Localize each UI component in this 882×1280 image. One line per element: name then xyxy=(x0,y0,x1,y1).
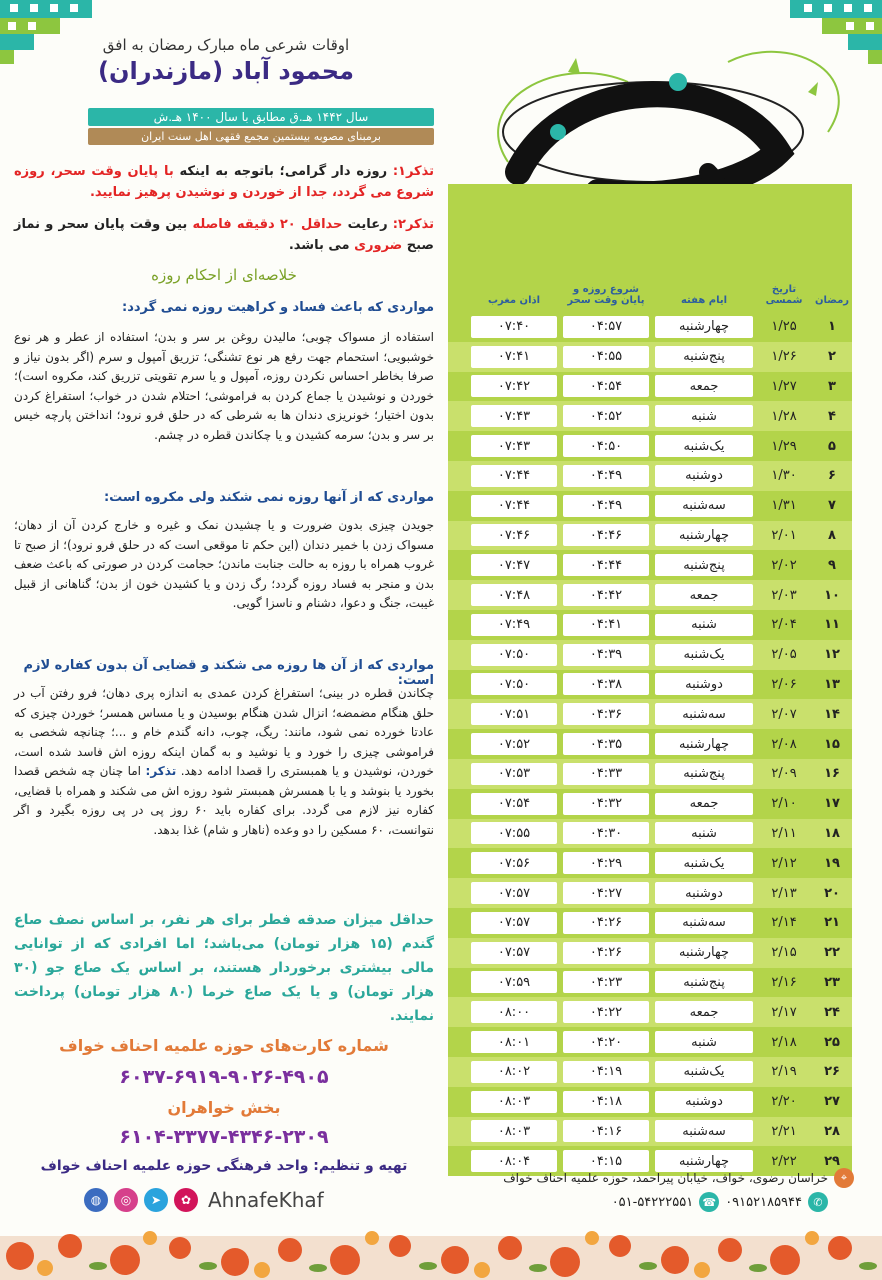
maghrib-time: ۰۷:۴۲ xyxy=(471,375,557,397)
maghrib-time: ۰۸:۰۱ xyxy=(471,1031,557,1053)
ramadan-day: ۴ xyxy=(828,408,836,424)
ramadan-day: ۲۶ xyxy=(824,1064,840,1080)
maghrib-time: ۰۷:۵۲ xyxy=(471,733,557,755)
weekday: چهارشنبه xyxy=(655,316,753,338)
weekday: پنج‌شنبه xyxy=(655,346,753,368)
section-3-title: مواردی که از آن ها روزه می شکند و قضایی آن بدون کفاره لازم است: xyxy=(23,658,434,688)
maghrib-time: ۰۷:۴۳ xyxy=(471,435,557,457)
sahar-time: ۰۴:۲۶ xyxy=(563,912,649,934)
basis-band: برمبنای مصوبه بیستمین مجمع فقهی اهل سنت ایران xyxy=(88,128,434,145)
social-bar xyxy=(84,1184,324,1216)
table-row xyxy=(448,342,852,372)
ramadan-day: ۲۵ xyxy=(824,1034,840,1050)
table-row xyxy=(448,491,852,521)
sahar-time: ۰۴:۲۰ xyxy=(563,1031,649,1053)
weekday: دوشنبه xyxy=(655,673,753,695)
solar-date: ۲/۲۲ xyxy=(771,1153,797,1169)
maghrib-time: ۰۷:۵۴ xyxy=(471,793,557,815)
weekday: جمعه xyxy=(655,375,753,397)
logo-text: رمضان xyxy=(657,144,661,145)
maghrib-time: ۰۸:۰۰ xyxy=(471,1001,557,1023)
header-maghrib: اذان مغرب xyxy=(487,295,541,306)
sahar-time: ۰۴:۴۱ xyxy=(563,614,649,636)
solar-date: ۲/۰۴ xyxy=(771,617,797,633)
solar-date: ۱/۲۵ xyxy=(771,319,797,335)
weekday: یک‌شنبه xyxy=(655,852,753,874)
solar-date: ۲/۲۱ xyxy=(771,1123,797,1139)
solar-date: ۲/۱۴ xyxy=(771,915,797,931)
weekday: جمعه xyxy=(655,793,753,815)
maghrib-time: ۰۷:۴۸ xyxy=(471,584,557,606)
table-row xyxy=(448,729,852,759)
year-band: سال ۱۴۴۲ هـ.ق مطابق با سال ۱۴۰۰ هـ.ش xyxy=(88,108,434,126)
ramadan-day: ۱۷ xyxy=(824,796,840,812)
ramadan-day: ۱۱ xyxy=(824,617,840,633)
sahar-time: ۰۴:۲۷ xyxy=(563,882,649,904)
ramadan-day: ۲۱ xyxy=(824,915,840,931)
solar-date: ۲/۱۰ xyxy=(771,796,797,812)
section-1-title: مواردی که باعث فساد و کراهیت روزه نمی گردد: xyxy=(122,300,434,315)
solar-date: ۲/۱۱ xyxy=(771,825,797,841)
table-row xyxy=(448,1027,852,1057)
ramadan-day: ۵ xyxy=(828,438,836,454)
ramadan-day: ۷ xyxy=(828,498,836,514)
card-number-sisters: ۶۱۰۴-۳۳۷۷-۴۳۴۶-۲۳۰۹ xyxy=(119,1126,329,1148)
maghrib-time: ۰۷:۵۰ xyxy=(471,673,557,695)
sahar-time: ۰۴:۵۴ xyxy=(563,375,649,397)
ramadan-day: ۱۶ xyxy=(824,766,840,782)
weekday: شنبه xyxy=(655,822,753,844)
maghrib-time: ۰۷:۴۶ xyxy=(471,524,557,546)
section-1-body: استفاده از مسواک چوبی؛ مالیدن روغن بر سر و بدن؛ استفاده از عطر و هر نوع خوشبویی؛ استحمام جهت رفع هر نوع تشنگی؛ تزریق آمپول و سرم (اگر بدون نیاز و صرفا بخاطر احساس نکردن روزه، آمپول و یا سرم تقویتی تزریق کند، مکروه است)؛ خوردن و نوشیدن یا جماع کردن به فراموشی؛ احتلام شدن در خواب؛ استفراغ کردن بدون اختیار؛ خونریزی دندان ها به شرطی که در حلق فرو نرود؛ انداختن پارچه خیس بر سر و بدن؛ سرمه کشیدن و یا چکاندن قطره در چشم. xyxy=(14,330,434,442)
header-line1: اوقات شرعی ماه مبارک رمضان به افق xyxy=(102,36,350,54)
weekday: چهارشنبه xyxy=(655,524,753,546)
solar-date: ۲/۰۸ xyxy=(771,736,797,752)
maghrib-time: ۰۷:۴۷ xyxy=(471,554,557,576)
table-row xyxy=(448,521,852,551)
table-row xyxy=(448,610,852,640)
solar-date: ۲/۱۷ xyxy=(771,1004,797,1020)
mobile-icon: ✆ xyxy=(808,1192,828,1212)
maghrib-time: ۰۸:۰۳ xyxy=(471,1120,557,1142)
sahar-time: ۰۴:۴۶ xyxy=(563,524,649,546)
city-title: محمود آباد (مازندران) xyxy=(98,57,354,85)
weekday: سه‌شنبه xyxy=(655,912,753,934)
weekday: یک‌شنبه xyxy=(655,435,753,457)
maghrib-time: ۰۷:۴۴ xyxy=(471,495,557,517)
card-number-main: ۶۰۳۷-۶۹۱۹-۹۰۲۶-۴۹۰۵ xyxy=(119,1066,329,1088)
header-ramadan: رمضان xyxy=(814,295,850,306)
ramadan-day: ۲۴ xyxy=(824,1004,840,1020)
ramadan-day: ۲۲ xyxy=(824,945,840,961)
solar-date: ۲/۱۹ xyxy=(771,1064,797,1080)
table-row xyxy=(448,819,852,849)
solar-date: ۲/۰۳ xyxy=(771,587,797,603)
table-row xyxy=(448,670,852,700)
maghrib-time: ۰۷:۵۷ xyxy=(471,882,557,904)
weekday: یک‌شنبه xyxy=(655,644,753,666)
maghrib-time: ۰۷:۵۷ xyxy=(471,942,557,964)
weekday: پنج‌شنبه xyxy=(655,763,753,785)
weekday: شنبه xyxy=(655,405,753,427)
maghrib-time: ۰۸:۰۲ xyxy=(471,1061,557,1083)
ramadan-day: ۲۸ xyxy=(824,1123,840,1139)
note-2: تذکر۲: رعایت حداقل ۲۰ دقیقه فاصله بین وقت پایان سحر و نماز صبح ضروری می باشد. xyxy=(14,217,434,253)
maghrib-time: ۰۷:۵۹ xyxy=(471,971,557,993)
section-3-note: اما چنان چه شخص قصدا بخورد یا بنوشد و یا با همسرش همبستر شود روزه اش می شکند و همراه با قضایی، کفاره نیز لازم می گردد. برای کفاره باید ۶۰ روز پی در پی روزه بگیرد و اگر نتوانست، ۶۰ مسکین را دو وعده (ناهار و شام) غذا بدهد. xyxy=(14,764,434,837)
ramadan-day: ۱۰ xyxy=(824,587,840,603)
table-row xyxy=(448,372,852,402)
solar-date: ۲/۰۷ xyxy=(771,706,797,722)
table-row xyxy=(448,1117,852,1147)
section-2-title: مواردی که از آنها روزه نمی شکند ولی مکروه است: xyxy=(103,490,434,505)
table-row xyxy=(448,938,852,968)
table-row xyxy=(448,997,852,1027)
solar-date: ۱/۲۷ xyxy=(771,378,797,394)
maghrib-time: ۰۷:۵۷ xyxy=(471,912,557,934)
ramadan-day: ۲۰ xyxy=(824,885,840,901)
table-row xyxy=(448,878,852,908)
solar-date: ۲/۱۲ xyxy=(771,855,797,871)
ramadan-day: ۲۷ xyxy=(824,1094,840,1110)
credit-line: تهیه و تنظیم: واحد فرهنگی حوزه علمیه احناف خواف xyxy=(40,1158,408,1174)
sahar-time: ۰۴:۲۳ xyxy=(563,971,649,993)
ramadan-day: ۱۲ xyxy=(824,647,840,663)
maghrib-time: ۰۸:۰۴ xyxy=(471,1150,557,1172)
ramadan-day: ۲۳ xyxy=(824,974,840,990)
maghrib-time: ۰۷:۵۱ xyxy=(471,703,557,725)
ramadan-day: ۱۳ xyxy=(824,676,840,692)
sahar-time: ۰۴:۳۹ xyxy=(563,644,649,666)
sahar-time: ۰۴:۴۹ xyxy=(563,495,649,517)
sahar-time: ۰۴:۳۸ xyxy=(563,673,649,695)
sahar-time: ۰۴:۱۵ xyxy=(563,1150,649,1172)
solar-date: ۲/۱۸ xyxy=(771,1034,797,1050)
aparat-icon[interactable]: ✿ xyxy=(174,1188,198,1212)
maghrib-time: ۰۷:۴۴ xyxy=(471,465,557,487)
maghrib-time: ۰۷:۵۵ xyxy=(471,822,557,844)
floral-footer xyxy=(0,1216,882,1280)
table-row xyxy=(448,968,852,998)
solar-date: ۱/۲۶ xyxy=(771,349,797,365)
weekday: دوشنبه xyxy=(655,1091,753,1113)
ramadan-day: ۸ xyxy=(828,527,836,543)
timetable xyxy=(448,312,852,1176)
table-row xyxy=(448,759,852,789)
section-3-body: چکاندن قطره در بینی؛ استفراغ کردن عمدی به اندازه پری دهان؛ فرو رفتن آب در حلق هنگام مضمضه؛ انزال شدن هنگام بوسیدن و یا مساس همسر؛ خوردن چیزی که عادتا خورده نمی شود، مانند: ریگ، چوب، دانه گندم خام و ...؛ چنانچه شخصی به فراموشی چیزی را خورد و یا نوشید و به گمان اینکه روزه اش فاسد شده است، خوردن، نوشیدن و یا همبستری را قصدا ادامه دهد. تذکر: اما چنان چه شخص قصدا بخورد یا بنوشد و یا با همسرش همبستر شود روزه اش می شکند و همراه با قضایی، کفاره نیز لازم می گردد. برای کفاره باید ۶۰ روز پی در پی روزه بگیرد و اگر نتوانست، ۶۰ مسکین را دو وعده (ناهار و شام) غذا بدهد. xyxy=(14,686,434,837)
table-header xyxy=(448,262,852,312)
solar-date: ۲/۰۲ xyxy=(771,557,797,573)
solar-date: ۲/۱۶ xyxy=(771,974,797,990)
weekday: سه‌شنبه xyxy=(655,1120,753,1142)
table-row xyxy=(448,1087,852,1117)
table-row xyxy=(448,550,852,580)
weekday: چهارشنبه xyxy=(655,1150,753,1172)
sahar-time: ۰۴:۱۶ xyxy=(563,1120,649,1142)
sahar-time: ۰۴:۳۵ xyxy=(563,733,649,755)
solar-date: ۱/۳۰ xyxy=(771,468,797,484)
weekday: پنج‌شنبه xyxy=(655,971,753,993)
fitr-charity-text: حداقل میزان صدقه فطر برای هر نفر، بر اساس نصف صاع گندم (۱۵ هزار تومان) می‌باشد؛ اما افرادی که از توانایی مالی بیشتری برخوردار هستند، بر اساس یک صاع جو (۳۰ هزار تومان) و یا یک صاع خرما (۸۰ هزار تومان) پرداخت نمایند. xyxy=(14,912,434,1024)
phones xyxy=(508,1192,828,1212)
sahar-time: ۰۴:۳۲ xyxy=(563,793,649,815)
sahar-time: ۰۴:۵۰ xyxy=(563,435,649,457)
ramadan-day: ۱ xyxy=(828,319,836,335)
sahar-time: ۰۴:۳۰ xyxy=(563,822,649,844)
maghrib-time: ۰۷:۵۳ xyxy=(471,763,557,785)
sahar-time: ۰۴:۲۹ xyxy=(563,852,649,874)
note-1-red: با پایان وقت سحر، روزه شروع می گردد، جدا از خوردن و نوشیدن پرهیز نمایید. xyxy=(14,164,434,200)
weekday: دوشنبه xyxy=(655,882,753,904)
weekday: جمعه xyxy=(655,1001,753,1023)
mobile-number: ۰۹۱۵۲۱۸۵۹۴۴ xyxy=(725,1194,802,1210)
weekday: چهارشنبه xyxy=(655,942,753,964)
weekday: چهارشنبه xyxy=(655,733,753,755)
weekday: سه‌شنبه xyxy=(655,703,753,725)
instagram-icon[interactable]: ◎ xyxy=(114,1188,138,1212)
ramadan-day: ۲ xyxy=(828,349,836,365)
maghrib-time: ۰۷:۴۹ xyxy=(471,614,557,636)
solar-date: ۲/۰۱ xyxy=(771,527,797,543)
address xyxy=(454,1168,854,1188)
sahar-time: ۰۴:۵۵ xyxy=(563,346,649,368)
table-row xyxy=(448,699,852,729)
solar-date: ۲/۱۳ xyxy=(771,885,797,901)
ramadan-day: ۳ xyxy=(828,378,836,394)
ramadan-day: ۱۴ xyxy=(824,706,840,722)
section-3-note-label: تذکر: xyxy=(145,764,177,778)
table-row xyxy=(448,401,852,431)
table-row xyxy=(448,640,852,670)
note-1-label: تذکر۱: xyxy=(392,164,435,179)
ramadan-day: ۹ xyxy=(828,557,836,573)
globe-icon[interactable]: ◍ xyxy=(84,1188,108,1212)
maghrib-time: ۰۷:۴۰ xyxy=(471,316,557,338)
solar-date: ۱/۲۹ xyxy=(771,438,797,454)
solar-date: ۲/۰۹ xyxy=(771,766,797,782)
table-row xyxy=(448,580,852,610)
table-row xyxy=(448,1057,852,1087)
solar-date: ۲/۱۵ xyxy=(771,945,797,961)
card-title-main: شماره کارت‌های حوزه علمیه احناف خواف xyxy=(59,1036,389,1055)
sahar-time: ۰۴:۴۴ xyxy=(563,554,649,576)
phone-icon: ☎ xyxy=(699,1192,719,1212)
weekday: دوشنبه xyxy=(655,465,753,487)
table-row xyxy=(448,312,852,342)
address-text: خراسان رضوی، خواف، خیابان پیراحمد، حوزه علمیه احناف خواف xyxy=(503,1171,828,1185)
sahar-time: ۰۴:۴۹ xyxy=(563,465,649,487)
sahar-time: ۰۴:۵۲ xyxy=(563,405,649,427)
telegram-icon[interactable]: ➤ xyxy=(144,1188,168,1212)
weekday: شنبه xyxy=(655,614,753,636)
maghrib-time: ۰۷:۴۳ xyxy=(471,405,557,427)
phone-number: ۰۵۱-۵۴۲۲۲۵۵۱ xyxy=(611,1194,694,1210)
ramadan-day: ۶ xyxy=(828,468,836,484)
note-1 xyxy=(14,161,434,203)
header-sahar: شروع روزه و پایان وقت سحر xyxy=(567,284,645,306)
social-handle[interactable]: AhnafeKhaf xyxy=(208,1188,324,1212)
ramadan-day: ۲۹ xyxy=(824,1153,840,1169)
weekday: پنج‌شنبه xyxy=(655,554,753,576)
table-row xyxy=(448,431,852,461)
summary-title: خلاصه‌ای از احکام روزه xyxy=(151,266,297,284)
table-row xyxy=(448,789,852,819)
solar-date: ۲/۰۶ xyxy=(771,676,797,692)
solar-date: ۱/۲۸ xyxy=(771,408,797,424)
table-row xyxy=(448,908,852,938)
maghrib-time: ۰۷:۵۰ xyxy=(471,644,557,666)
section-2-body: جویدن چیزی بدون ضرورت و یا چشیدن نمک و غیره و خارج کردن آن از دهان؛ مسواک زدن با خمیر دندان (این حکم تا موقعی است که در حلق فرو نرود)؛ از صبح تا غروب همراه با روزه به حالت جنابت ماندن؛ حجامت کردن در صورتی که باعث ضعف بدن و منجر به فساد روزه گردد؛ رگ زدن و یا کشیدن خون از بدن؛ گناهانی از قبیل غیبت، جنگ و دعوا، دشنام و ناسزا گویی. xyxy=(14,518,434,610)
ramadan-day: ۱۹ xyxy=(824,855,840,871)
ramadan-day: ۱۵ xyxy=(824,736,840,752)
table-row xyxy=(448,461,852,491)
table-row xyxy=(448,848,852,878)
weekday: یک‌شنبه xyxy=(655,1061,753,1083)
solar-date: ۲/۰۵ xyxy=(771,647,797,663)
sahar-time: ۰۴:۴۲ xyxy=(563,584,649,606)
sahar-time: ۰۴:۲۶ xyxy=(563,942,649,964)
maghrib-time: ۰۷:۴۱ xyxy=(471,346,557,368)
solar-date: ۲/۲۰ xyxy=(771,1094,797,1110)
sahar-time: ۰۴:۲۲ xyxy=(563,1001,649,1023)
weekday: شنبه xyxy=(655,1031,753,1053)
sahar-time: ۰۴:۵۷ xyxy=(563,316,649,338)
ramadan-day: ۱۸ xyxy=(824,825,840,841)
note-1-text: روزه دار گرامی؛ باتوجه به اینکه xyxy=(173,164,393,179)
sahar-time: ۰۴:۳۳ xyxy=(563,763,649,785)
header-weekday: ایام هفته xyxy=(680,295,728,306)
location-pin-icon: ⌖ xyxy=(834,1168,854,1188)
sahar-time: ۰۴:۱۸ xyxy=(563,1091,649,1113)
maghrib-time: ۰۷:۵۶ xyxy=(471,852,557,874)
sahar-time: ۰۴:۱۹ xyxy=(563,1061,649,1083)
header-date: تاریخ شمسی xyxy=(765,284,803,306)
weekday: جمعه xyxy=(655,584,753,606)
note-2-label: تذکر۲: xyxy=(392,217,434,232)
weekday: سه‌شنبه xyxy=(655,495,753,517)
card-title-sisters: بخش خواهران xyxy=(167,1098,281,1117)
sahar-time: ۰۴:۳۶ xyxy=(563,703,649,725)
maghrib-time: ۰۸:۰۳ xyxy=(471,1091,557,1113)
solar-date: ۱/۳۱ xyxy=(771,498,797,514)
